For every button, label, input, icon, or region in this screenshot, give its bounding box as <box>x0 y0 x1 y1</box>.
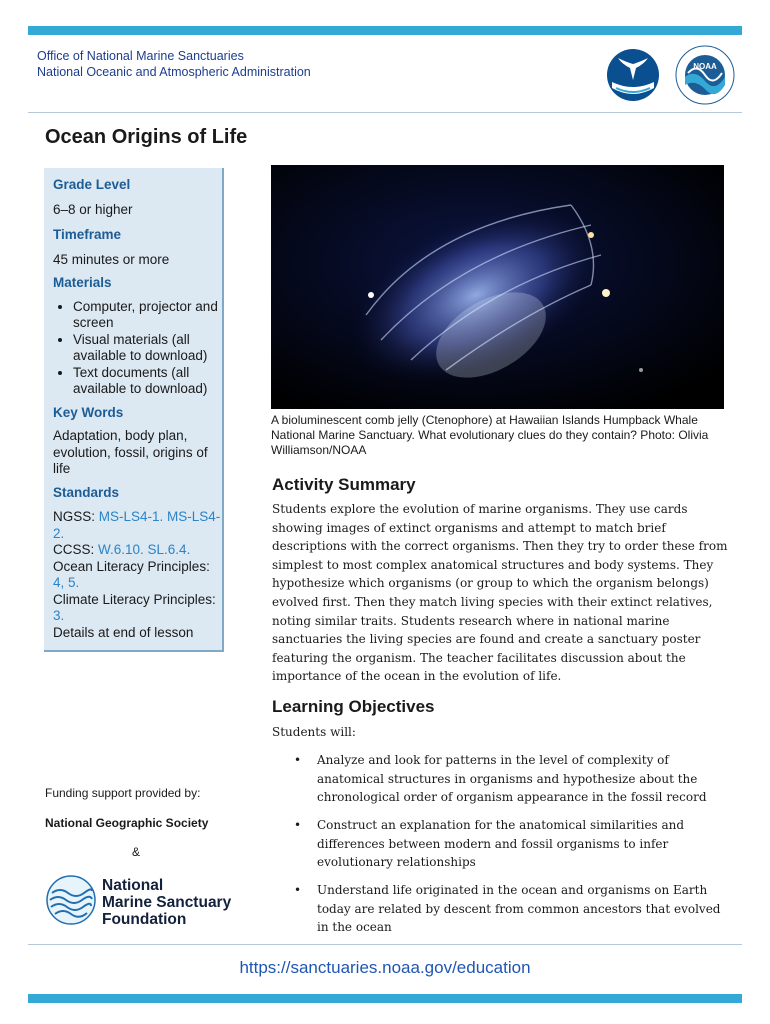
key-words-label: Key Words <box>53 404 124 420</box>
ngss-prefix: NGSS: <box>53 509 99 524</box>
photo-caption: A bioluminescent comb jelly (Ctenophore) at Hawaiian Islands Humpback Whale National Marine Sanctuary. What evolutionary clues do they contain? Photo: Olivia Williamson/NOAA <box>271 413 709 457</box>
sponsor-national-geographic: National Geographic Society <box>45 816 209 830</box>
ccss-standards <box>53 542 222 559</box>
standards-label: Standards <box>53 484 120 500</box>
materials-label: Materials <box>53 275 112 290</box>
bullet-icon: • <box>294 883 302 897</box>
activity-summary-heading: Activity Summary <box>272 475 416 494</box>
details-note: Details at end of lesson <box>53 624 194 640</box>
lesson-info-sidebar <box>44 168 224 652</box>
org-name <box>37 48 311 80</box>
grade-level-label: Grade Level <box>53 177 131 192</box>
bottom-accent-bar <box>28 994 742 1003</box>
education-url-link[interactable]: https://sanctuaries.noaa.gov/education <box>239 958 531 977</box>
nmsf-line-1: National <box>102 877 164 894</box>
materials-item: • Visual materials (all available to download) <box>73 332 222 365</box>
ngss-standards <box>53 509 222 542</box>
objective-text: Understand life originated in the ocean and organisms on Earth today are related by descent from common ancestors that evolved in the ocean <box>317 883 721 935</box>
nmsf-wave-icon <box>46 875 96 925</box>
sponsor-nmsf-name <box>102 877 231 928</box>
bullet-icon: • <box>294 753 302 767</box>
ccss-links[interactable]: W.6.10. SL.6.4. <box>98 542 191 557</box>
ngss-links[interactable]: MS-LS4-1. MS-LS4-2. <box>53 509 221 541</box>
sanctuaries-whale-tail-logo <box>606 48 660 102</box>
objective-text: Construct an explanation for the anatomical similarities and differences between modern and fossil organisms to infer evolutionary relationships <box>317 818 685 870</box>
activity-summary-text: Students explore the evolution of marine organisms. They use cards showing images of extinct organisms and attempt to match brief descriptions with the correct organisms. Then they try to order these from simplest to most complex anatomical structures and body systems. They hypothesize which organisms (or group to which the organism belongs) evolved first. Then they match living species with their extinct relatives, noting similar traits. Students research where in national marine sanctuaries the living species are found and create a sanctuary poster featuring the organism. The teacher facilitates discussion about the importance of the ocean in the evolution of life. <box>272 502 728 684</box>
sponsor-ampersand: & <box>132 845 141 859</box>
timeframe-value: 45 minutes or more <box>53 251 170 267</box>
noaa-logo-text: NOAA <box>693 62 717 71</box>
nmsf-line-2: Marine Sanctuary <box>102 894 232 911</box>
materials-list <box>53 299 222 398</box>
nmsf-line-3: Foundation <box>102 911 187 928</box>
ocean-literacy-label: Ocean Literacy Principles: <box>53 558 210 574</box>
climate-literacy-links[interactable]: 3. <box>53 608 65 623</box>
objective-text: Analyze and look for patterns in the level of complexity of anatomical structures in organisms and hypothesize about the chronological order of organism appearance in the fossil record <box>317 753 707 805</box>
noaa-logo <box>675 45 735 105</box>
timeframe-label: Timeframe <box>53 227 122 242</box>
top-accent-bar <box>28 26 742 35</box>
funding-label: Funding support provided by: <box>45 786 201 800</box>
materials-item: • Computer, projector and screen <box>73 299 222 332</box>
materials-item: • Text documents (all available to download) <box>73 365 222 398</box>
climate-literacy-label: Climate Literacy Principles: <box>53 591 216 607</box>
ccss-prefix: CCSS: <box>53 542 99 557</box>
footer-divider <box>28 944 742 945</box>
key-words-value: Adaptation, body plan, evolution, fossil, origins of life <box>53 428 208 476</box>
grade-level-value: 6–8 or higher <box>53 201 133 217</box>
objectives-intro: Students will: <box>272 725 356 739</box>
bullet-icon: • <box>294 818 302 832</box>
org-line-1: Office of National Marine Sanctuaries <box>37 49 244 63</box>
learning-objectives-heading: Learning Objectives <box>272 697 435 716</box>
header-divider <box>28 112 742 113</box>
org-line-2: National Oceanic and Atmospheric Administration <box>37 65 311 79</box>
ocean-literacy-links[interactable]: 4, 5. <box>53 575 80 590</box>
page-title: Ocean Origins of Life <box>45 126 248 148</box>
comb-jelly-photo <box>271 165 724 409</box>
